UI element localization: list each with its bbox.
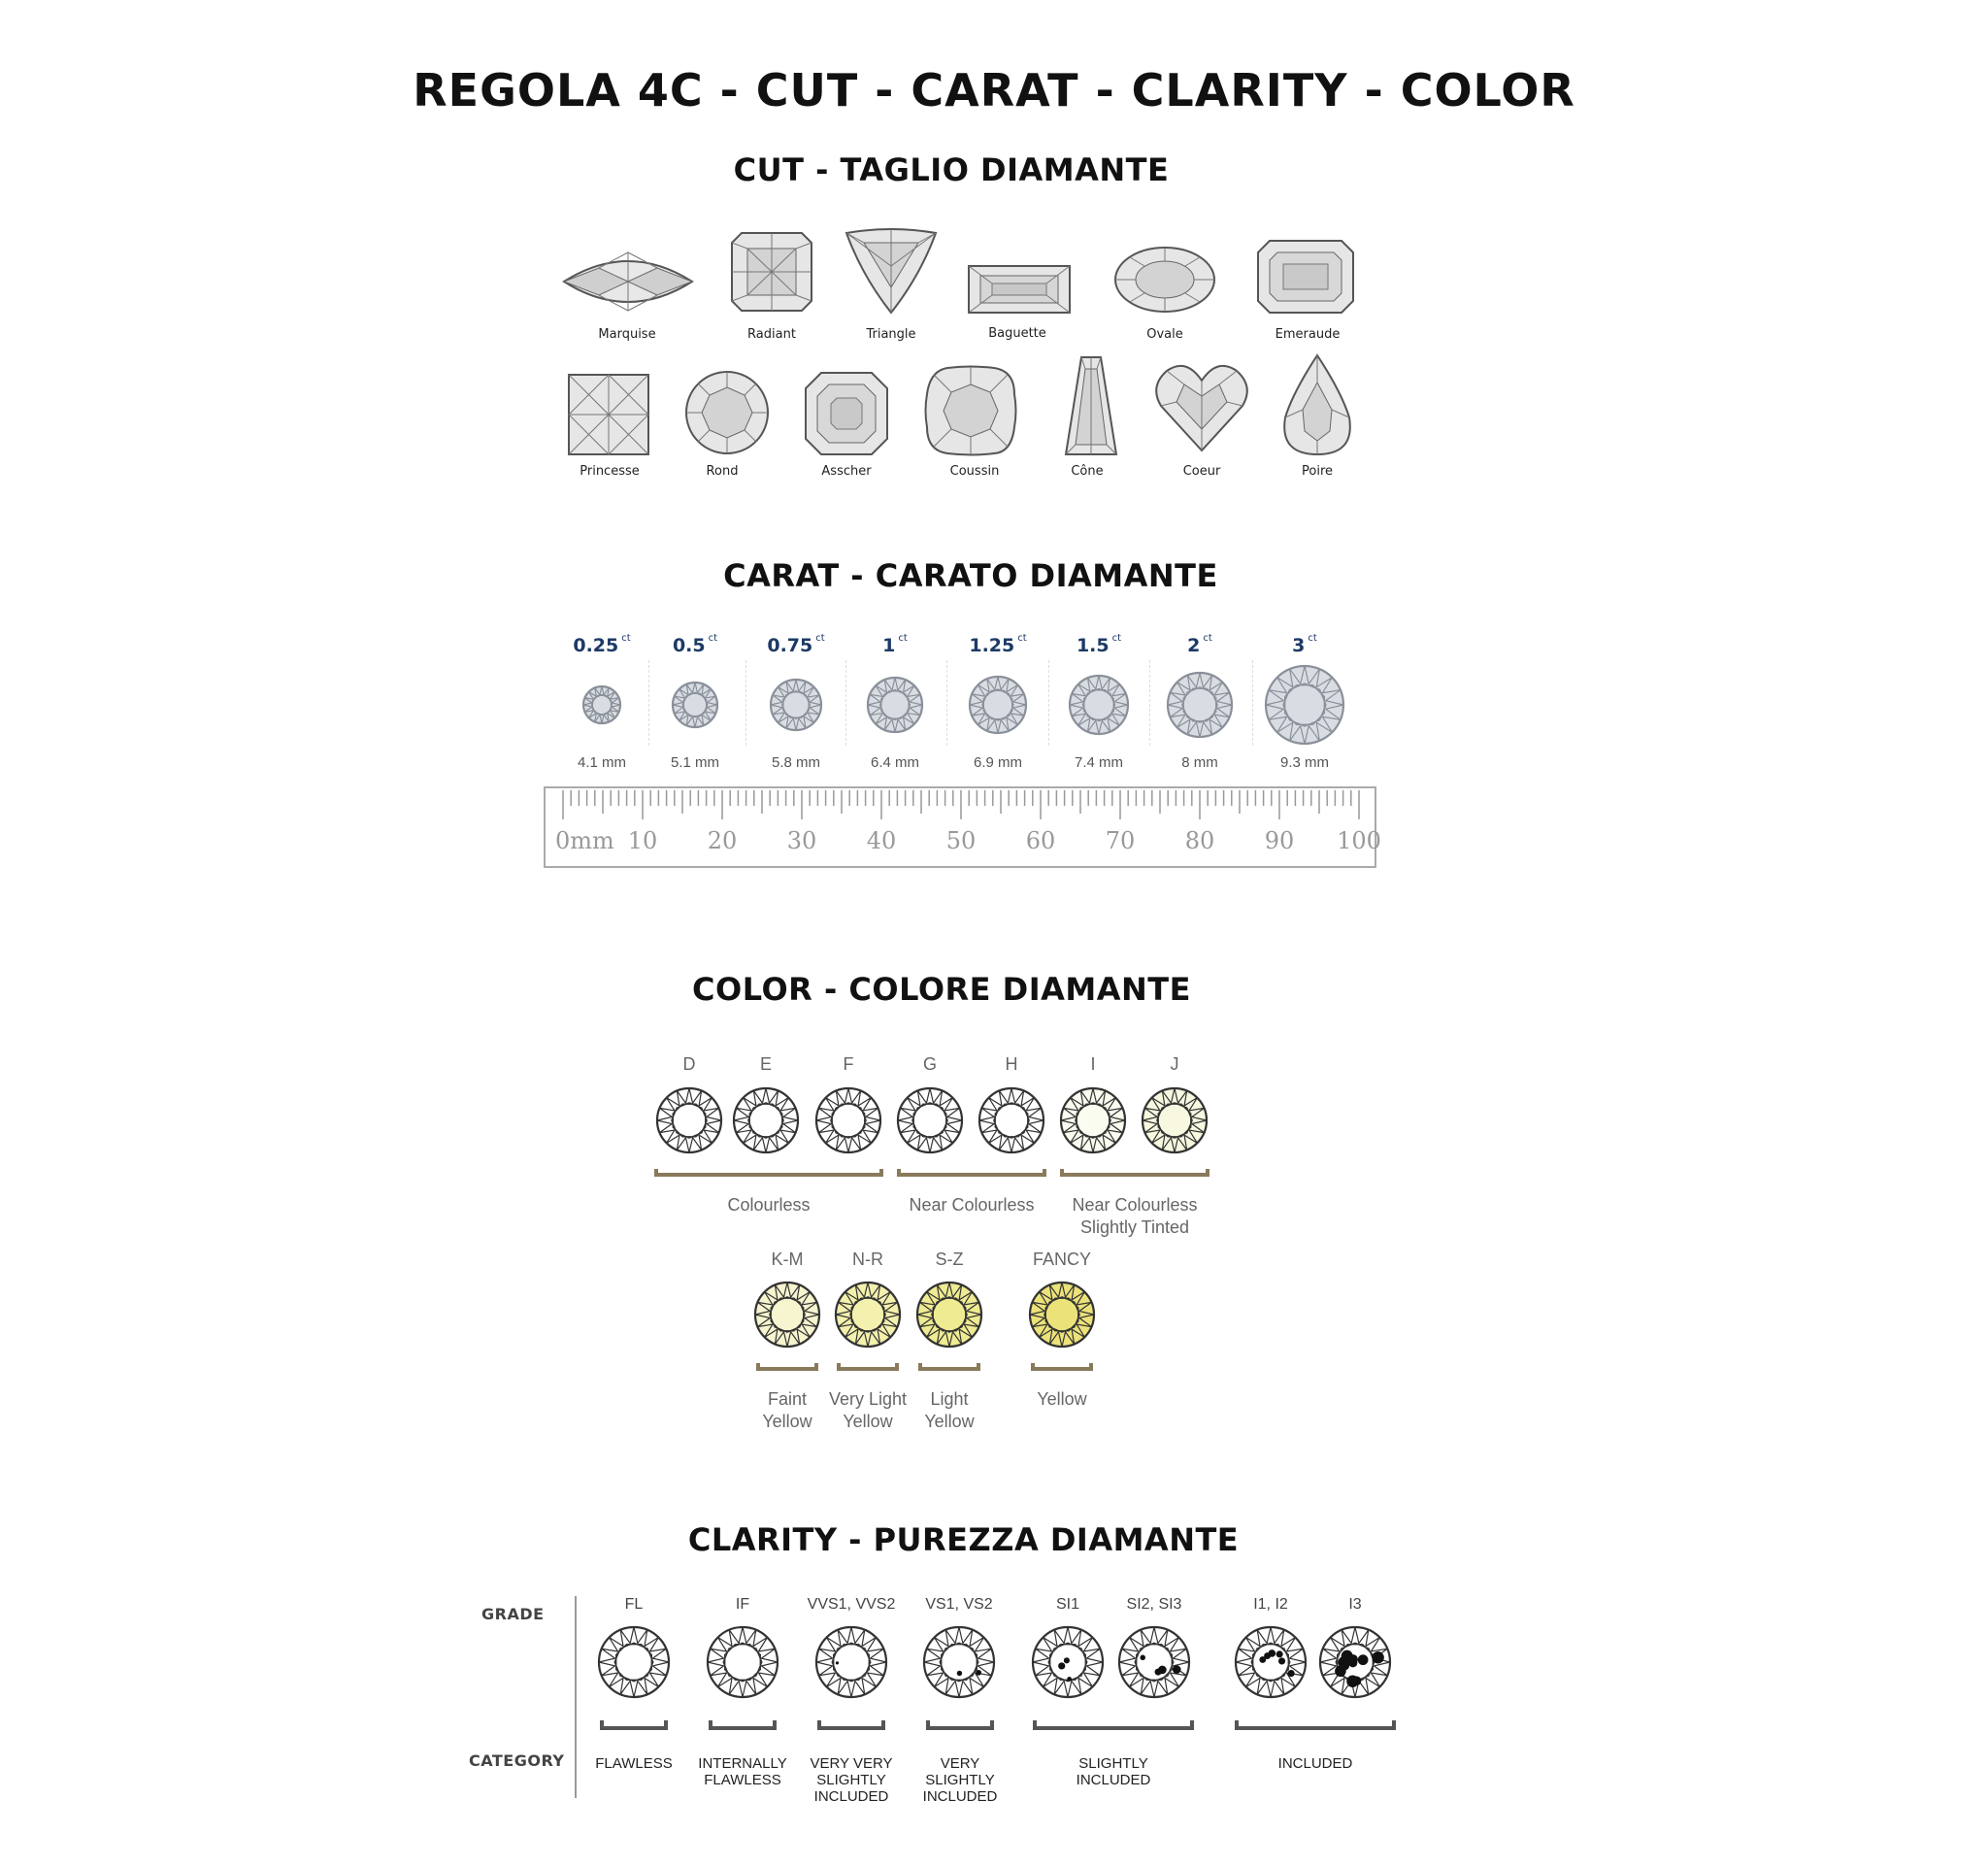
clarity-category-label: SLIGHTLY INCLUDED <box>1076 1755 1151 1788</box>
clarity-grade-label: SI2, SI3 <box>1126 1596 1182 1613</box>
emerald-icon <box>1256 239 1355 315</box>
cut-label-emerald: Emeraude <box>1275 327 1341 342</box>
inclusion-mark <box>1173 1665 1181 1674</box>
clarity-group-bracket <box>1235 1720 1396 1730</box>
clarity-diamond-icon <box>1316 1623 1394 1701</box>
cut-label-heart: Coeur <box>1182 464 1221 479</box>
carat-number: 1.5 <box>1076 635 1110 656</box>
ruler-number: 10 <box>627 827 658 854</box>
inclusion-mark <box>1259 1656 1266 1663</box>
inclusion-mark <box>1058 1662 1065 1669</box>
inclusion-mark <box>1276 1650 1283 1657</box>
clarity-group-bracket <box>709 1720 777 1730</box>
carat-separator <box>1252 660 1253 746</box>
asscher-icon <box>804 371 889 456</box>
color-group-bracket <box>918 1363 980 1371</box>
ruler-number: 0mm <box>555 827 614 854</box>
color-grade-label: G <box>922 1054 937 1074</box>
carat-number: 1.25 <box>969 635 1015 656</box>
clarity-grade-label: I3 <box>1348 1596 1362 1613</box>
clarity-group-bracket <box>1033 1720 1194 1730</box>
inclusion-mark <box>1064 1657 1070 1663</box>
color-group-bracket <box>756 1363 818 1371</box>
color-grade-label: E <box>759 1054 772 1074</box>
carat-size-mm: 8 mm <box>1181 754 1218 771</box>
carat-unit: ct <box>1017 633 1027 644</box>
color-diamond-icon <box>912 1278 986 1351</box>
clarity-grade-label: IF <box>735 1596 750 1613</box>
carat-unit: ct <box>708 633 718 644</box>
color-heading: COLOR - COLORE DIAMANTE <box>692 971 1191 1008</box>
clarity-diamond-icon <box>704 1623 781 1701</box>
inclusion-mark <box>1155 1669 1162 1676</box>
heart-icon <box>1155 361 1248 454</box>
carat-diamond-icon <box>967 674 1029 736</box>
ruler-number: 90 <box>1264 827 1295 854</box>
ruler-number: 50 <box>945 827 977 854</box>
clarity-diamond-icon <box>1115 1623 1193 1701</box>
carat-unit: ct <box>621 633 631 644</box>
carat-value <box>1142 635 1258 656</box>
color-grade-label: J <box>1170 1054 1179 1074</box>
carat-unit: ct <box>1111 633 1122 644</box>
cut-label-oval: Ovale <box>1146 327 1183 342</box>
clarity-category-label: INTERNALLY FLAWLESS <box>698 1755 787 1788</box>
color-group-bracket <box>837 1363 899 1371</box>
carat-number: 0.75 <box>767 635 813 656</box>
color-grade-label: I <box>1090 1054 1096 1074</box>
clarity-category-label: VERY SLIGHTLY INCLUDED <box>922 1755 998 1805</box>
carat-unit: ct <box>1308 633 1317 644</box>
carat-diamond-icon <box>580 683 623 726</box>
cut-label-pear: Poire <box>1302 464 1333 479</box>
carat-separator <box>1149 660 1150 746</box>
color-diamond-icon <box>1056 1083 1130 1157</box>
carat-separator <box>1048 660 1049 746</box>
color-grade-label: N-R <box>852 1250 883 1269</box>
ruler-number: 70 <box>1105 827 1136 854</box>
round-icon <box>683 369 771 456</box>
clarity-category-label: INCLUDED <box>1277 1755 1353 1772</box>
carat-size-mm: 6.9 mm <box>973 754 1022 771</box>
ruler-number: 20 <box>707 827 738 854</box>
clarity-diamond-icon <box>595 1623 673 1701</box>
ruler-number: 60 <box>1025 827 1056 854</box>
inclusion-mark <box>836 1661 839 1664</box>
carat-value <box>1041 635 1157 656</box>
carat-separator <box>648 660 649 746</box>
color-group-bracket <box>1031 1363 1093 1371</box>
inclusion-mark <box>1140 1655 1145 1661</box>
clarity-grade-label: VS1, VS2 <box>925 1596 993 1613</box>
carat-separator <box>946 660 947 746</box>
color-diamond-icon <box>1025 1278 1099 1351</box>
cut-label-round: Rond <box>706 464 739 479</box>
inclusion-mark <box>976 1670 981 1676</box>
clarity-grade-label: SI1 <box>1055 1596 1079 1613</box>
page-title: REGOLA 4C - CUT - CARAT - CLARITY - COLOR <box>413 64 1575 117</box>
clarity-diamond-icon <box>1029 1623 1107 1701</box>
cut-label-cushion: Coussin <box>949 464 1000 479</box>
cut-label-radiant: Radiant <box>747 327 796 342</box>
inclusion-mark <box>1340 1660 1349 1670</box>
carat-size-mm: 9.3 mm <box>1279 754 1329 771</box>
cut-label-baguette: Baguette <box>988 326 1046 341</box>
clarity-group-bracket <box>817 1720 885 1730</box>
inclusion-mark <box>1067 1677 1072 1682</box>
carat-diamond-icon <box>1067 673 1131 737</box>
color-diamond-icon <box>831 1278 905 1351</box>
color-group-bracket <box>897 1169 1046 1177</box>
clarity-grade-label: FL <box>624 1596 644 1613</box>
princess-icon <box>567 373 650 456</box>
carat-value <box>637 635 753 656</box>
color-diamond-icon <box>729 1083 803 1157</box>
clarity-diamond-icon <box>920 1623 998 1701</box>
cut-heading: CUT - TAGLIO DIAMANTE <box>733 151 1170 188</box>
carat-number: 0.25 <box>573 635 619 656</box>
carat-diamond-icon <box>865 675 925 735</box>
carat-diamond-icon <box>1165 670 1235 740</box>
cone-icon <box>1064 355 1118 456</box>
color-grade-label: H <box>1005 1054 1018 1074</box>
color-grade-label: F <box>843 1054 854 1074</box>
color-diamond-icon <box>975 1083 1048 1157</box>
clarity-category-label: VERY VERY SLIGHTLY INCLUDED <box>810 1755 893 1805</box>
carat-number: 1 <box>882 635 896 656</box>
cushion-icon <box>924 365 1017 456</box>
color-diamond-icon <box>750 1278 824 1351</box>
cut-label-princess: Princesse <box>580 464 640 479</box>
clarity-grade-label: I1, I2 <box>1253 1596 1288 1613</box>
color-group-bracket <box>1060 1169 1209 1177</box>
cut-label-triangle: Triangle <box>866 327 916 342</box>
carat-size-mm: 6.4 mm <box>870 754 919 771</box>
carat-diamond-icon <box>1263 663 1346 747</box>
inclusion-mark <box>1278 1657 1285 1664</box>
carat-unit: ct <box>1203 633 1212 644</box>
color-diamond-icon <box>812 1083 885 1157</box>
carat-diamond-icon <box>768 677 824 733</box>
inclusion-mark <box>1288 1670 1295 1677</box>
color-grade-label: S-Z <box>935 1250 964 1269</box>
color-grade-label: FANCY <box>1032 1250 1091 1269</box>
ruler-number: 80 <box>1184 827 1215 854</box>
clarity-group-bracket <box>926 1720 994 1730</box>
inclusion-mark <box>1358 1654 1369 1665</box>
category-row-label: CATEGORY <box>469 1751 565 1770</box>
inclusion-mark <box>1346 1676 1358 1687</box>
inclusion-mark <box>1372 1651 1383 1663</box>
color-diamond-icon <box>893 1083 967 1157</box>
ruler-number: 40 <box>866 827 897 854</box>
color-grade-label: K-M <box>771 1250 804 1269</box>
radiant-icon <box>730 231 813 313</box>
carat-unit: ct <box>815 633 825 644</box>
color-diamond-icon <box>652 1083 726 1157</box>
color-diamond-icon <box>1138 1083 1211 1157</box>
carat-number: 2 <box>1187 635 1201 656</box>
grade-row-label: GRADE <box>481 1605 545 1623</box>
carat-size-mm: 5.8 mm <box>771 754 820 771</box>
color-group-label: Near Colourless Slightly Tinted <box>1072 1195 1198 1237</box>
triangle-icon <box>843 227 940 317</box>
cut-label-cone: Cône <box>1071 464 1104 479</box>
carat-diamond-icon <box>670 680 720 730</box>
color-group-label: Faint Yellow <box>762 1389 812 1431</box>
baguette-icon <box>967 264 1072 315</box>
inclusion-mark <box>957 1671 962 1676</box>
cut-label-asscher: Asscher <box>821 464 872 479</box>
carat-heading: CARAT - CARATO DIAMANTE <box>723 557 1218 594</box>
color-group-label: Yellow <box>1037 1389 1087 1409</box>
color-group-bracket <box>654 1169 883 1177</box>
color-grade-label: D <box>682 1054 696 1074</box>
carat-unit: ct <box>898 633 908 644</box>
cut-label-marquise: Marquise <box>598 327 656 342</box>
carat-size-mm: 4.1 mm <box>577 754 626 771</box>
pear-icon <box>1281 353 1353 456</box>
ruler-number: 100 <box>1337 827 1381 854</box>
color-group-label: Very Light Yellow <box>828 1389 908 1431</box>
clarity-diamond-icon <box>1232 1623 1309 1701</box>
oval-icon <box>1112 245 1217 315</box>
ruler-number: 30 <box>786 827 817 854</box>
clarity-category-label: FLAWLESS <box>595 1755 673 1772</box>
clarity-heading: CLARITY - PUREZZA DIAMANTE <box>687 1521 1240 1558</box>
carat-size-mm: 7.4 mm <box>1074 754 1123 771</box>
inclusion-mark <box>1269 1649 1276 1657</box>
carat-value <box>940 635 1056 656</box>
carat-value <box>837 635 953 656</box>
carat-separator <box>845 660 846 746</box>
clarity-diamond-icon <box>812 1623 890 1701</box>
color-group-label: Light Yellow <box>924 1389 975 1431</box>
carat-size-mm: 5.1 mm <box>670 754 719 771</box>
color-group-label: Near Colourless <box>909 1195 1035 1215</box>
color-group-label: Colourless <box>727 1195 811 1215</box>
carat-number: 0.5 <box>672 635 706 656</box>
marquise-icon <box>560 245 696 318</box>
clarity-group-bracket <box>600 1720 668 1730</box>
carat-number: 3 <box>1292 635 1306 656</box>
carat-value <box>1246 635 1363 656</box>
clarity-grade-label: VVS1, VVS2 <box>807 1596 896 1613</box>
